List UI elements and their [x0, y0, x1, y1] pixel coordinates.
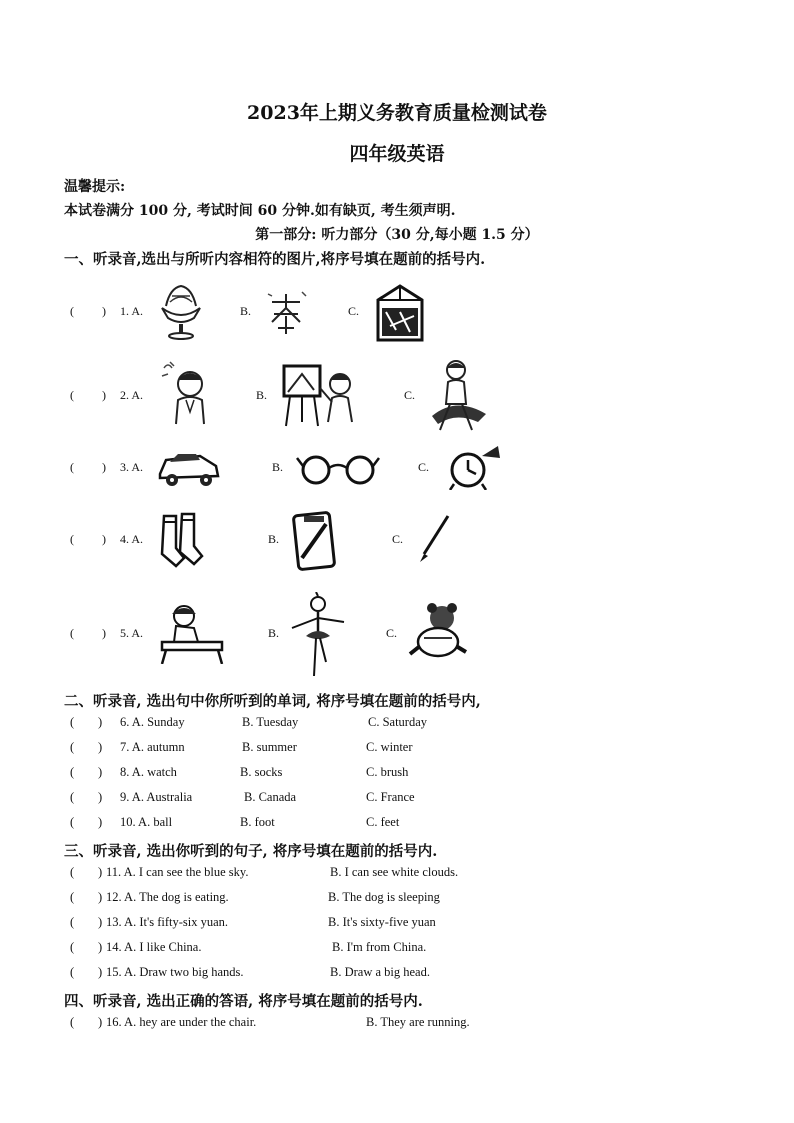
question-number: 4. A. [120, 532, 144, 546]
pencil-box-picture [290, 508, 338, 572]
answer-bracket[interactable]: ( ) [70, 626, 106, 640]
option-a: 13. A. It's fifty-six yuan. [106, 915, 229, 929]
option-b: B. It's sixty-five yuan [328, 915, 436, 929]
answer-bracket[interactable]: ( ) [70, 388, 106, 402]
option-b: B. Canada [244, 790, 297, 804]
question-row: ( ) 8. A. watch B. socks C. brush [70, 765, 409, 779]
option-a: 15. A. Draw two big hands. [106, 965, 244, 979]
option-c-label: C. [392, 532, 404, 546]
question-row: ( ) 9. A. Australia B. Canada C. France [70, 790, 415, 804]
question-row: ( ) 15. A. Draw two big hands. B. Draw a big head. [70, 965, 430, 979]
option-c: C. France [366, 790, 415, 804]
option-c-label: C. [404, 388, 416, 402]
option-b: B. summer [242, 740, 297, 754]
boy-reading-picture [426, 356, 492, 436]
option-b: B. I'm from China. [332, 940, 427, 954]
option-b-label: B. [268, 532, 280, 546]
option-a: 12. A. The dog is eating. [106, 890, 229, 904]
girl-dancing-picture [286, 592, 348, 678]
option-b: B. Draw a big head. [330, 965, 430, 979]
question-number: 1. A. [120, 304, 144, 318]
option-a: 9. A. Australia [120, 790, 193, 804]
option-b-label: B. [272, 460, 284, 474]
exam-subtitle: 四年级英语 [349, 143, 445, 165]
section2-heading: 二、听录音, 选出句中你所听到的单词, 将序号填在题前的括号内, [64, 693, 481, 710]
option-c-label: C. [418, 460, 430, 474]
ice-cream-sundae-picture [156, 282, 206, 342]
option-b: B. socks [240, 765, 283, 779]
option-a: 7. A. autumn [120, 740, 185, 754]
brush-picture [414, 514, 454, 564]
question-row: ( ) 10. A. ball B. foot C. feet [70, 815, 400, 829]
option-b-label: B. [256, 388, 268, 402]
question-row: ( ) 14. A. I like China. B. I'm from China. [70, 940, 427, 954]
question-number: 3. A. [120, 460, 144, 474]
question-row: ( ) 12. A. The dog is eating. B. The dog is sleeping [70, 890, 440, 904]
question-row [64, 508, 764, 568]
question-number: 5. A. [120, 626, 144, 640]
part1-title: 第一部分: 听力部分（30 分,每小题 1.5 分） [255, 227, 539, 243]
answer-bracket[interactable]: ( ) [70, 460, 106, 474]
exam-title: 2023年上期义务教育质量检测试卷 [247, 102, 547, 124]
question-row [64, 282, 764, 342]
question-row: ( ) 13. A. It's fifty-six yuan. B. It's sixty-five yuan [70, 915, 436, 929]
question-row: ( ) 7. A. autumn B. summer C. winter [70, 740, 413, 754]
glasses-picture [296, 450, 380, 486]
option-c-label: C. [386, 626, 398, 640]
option-c-label: C. [348, 304, 360, 318]
question-row: ( ) 11. A. I can see the blue sky. B. I can see white clouds. [70, 865, 459, 879]
option-a: 6. A. Sunday [120, 715, 185, 729]
option-a: 11. A. I can see the blue sky. [106, 865, 249, 879]
option-b: B. I can see white clouds. [330, 865, 459, 879]
option-c: C. feet [366, 815, 400, 829]
option-b: B. Tuesday [242, 715, 299, 729]
socks-picture [158, 512, 204, 570]
option-a: 8. A. watch [120, 765, 177, 779]
option-a: 16. A. hey are under the chair. [106, 1015, 257, 1029]
toy-car-picture [156, 446, 222, 490]
section4-heading: 四、听录音, 选出正确的答语, 将序号填在题前的括号内. [64, 993, 423, 1010]
option-a: 10. A. ball [120, 815, 173, 829]
option-b-label: B. [268, 626, 280, 640]
section1-heading: 一、听录音,选出与所听内容相符的图片,将序号填在题前的括号内. [64, 251, 486, 268]
option-c: C. brush [366, 765, 409, 779]
question-number: 2. A. [120, 388, 144, 402]
option-c: C. Saturday [368, 715, 428, 729]
boy-thinking-picture [160, 360, 216, 426]
question-row [64, 444, 764, 504]
notes-label: 温馨提示: [64, 179, 126, 195]
option-b: B. foot [240, 815, 275, 829]
option-b: B. They are running. [366, 1015, 470, 1029]
notes-text: 本试卷满分 100 分, 考试时间 60 分钟.如有缺页, 考生须声明. [64, 203, 456, 219]
clock-picture [442, 444, 502, 490]
teddy-bear-picture [406, 602, 470, 662]
option-b-label: B. [240, 304, 252, 318]
answer-bracket[interactable]: ( ) [70, 532, 106, 546]
boy-painting-picture [276, 356, 366, 428]
option-a: 14. A. I like China. [106, 940, 202, 954]
question-row: ( ) 6. A. Sunday B. Tuesday C. Saturday [70, 715, 428, 729]
option-b: B. The dog is sleeping [328, 890, 440, 904]
question-row [64, 592, 764, 652]
option-c: C. winter [366, 740, 413, 754]
milk-carton-picture [370, 282, 430, 344]
boy-writing-picture [158, 602, 226, 664]
answer-bracket[interactable]: ( ) [70, 304, 106, 318]
question-row [64, 356, 764, 416]
section3-heading: 三、听录音, 选出你听到的句子, 将序号填在题前的括号内. [64, 843, 438, 860]
tea-picture [264, 288, 308, 338]
question-row: ( ) 16. A. hey are under the chair. B. They are running. [70, 1015, 470, 1029]
